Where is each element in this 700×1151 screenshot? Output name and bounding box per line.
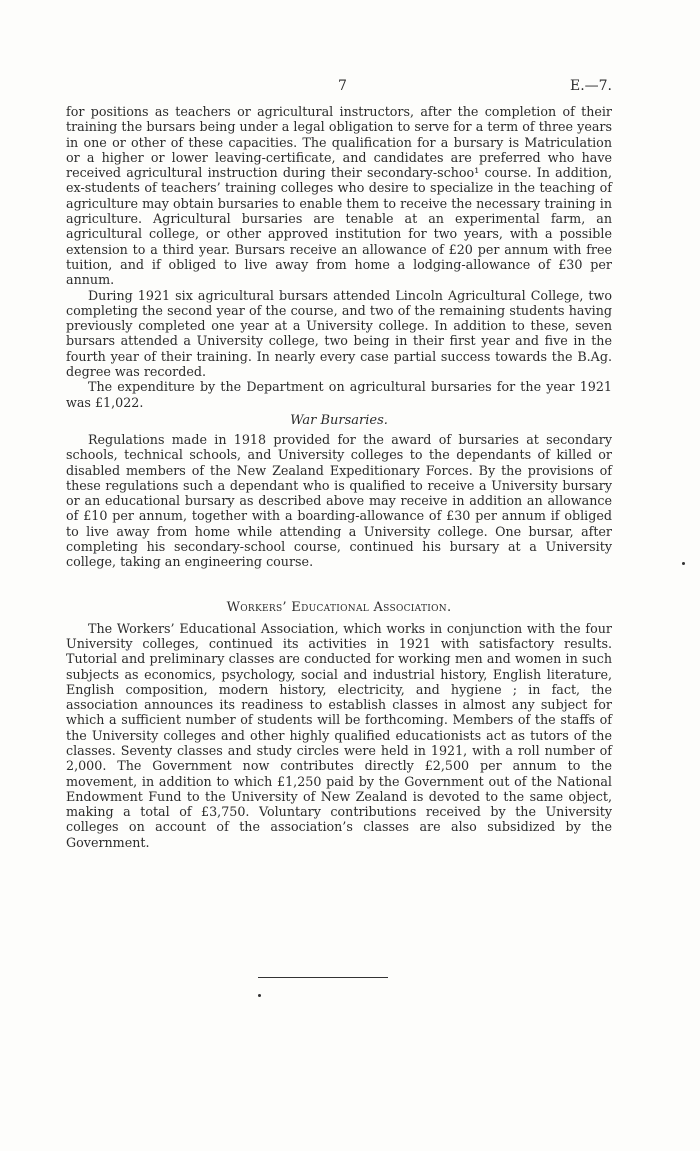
page-mark: [258, 994, 261, 997]
paragraph-agricultural-expenditure: The expenditure by the Department on agricultural bursaries for the year 1921 was £1,022.: [66, 379, 612, 410]
war-bursaries-heading: War Bursaries.: [290, 412, 388, 428]
document-reference: E.—7.: [569, 78, 612, 94]
section-divider-rule: [258, 977, 388, 978]
paragraph-agricultural-bursars-1921: During 1921 six agricultural bursars attended Lincoln Agricultural College, two completing the second year of the course, and two of the remaining students having previously completed one year at a University college. In addition to these, seven bursars attended a University college, two being in their first year and five in the fourth year of their training. In nearly every case partial success towards the B.Ag. degree was recorded.: [66, 287, 612, 380]
margin-mark: [682, 562, 685, 565]
page-header: [66, 78, 612, 104]
paragraph-wea: The Workers’ Educational Association, which works in conjunction with the four University colleges, continued its activities in 1921 with satisfactory results. Tutorial and preliminary classes are conducted for working men and women in such subjects as economics, psychology, social and industrial history, English literature, English composition, modern history, electricity, and hygiene ; in fact, the association announces its readiness to establish classes in almost any subject for which a sufficient number of students will be forthcoming. Members of the staffs of the University colleges and other highly qualified educationists act as tutors of the classes. Seventy classes and study circles were held in 1921, with a roll number of 2,000. The Government now contributes directly £2,500 per annum to the movement, in addition to which £1,250 paid by the Government out of the National Endowment Fund to the University of New Zealand is devoted to the same object, making a total of £3,750. Voluntary contributions received by the University colleges on account of the association’s classes are also subsidized by the Government.: [66, 620, 612, 850]
paragraph-war-bursaries: Regulations made in 1918 provided for the award of bursaries at secondary schools, technical schools, and University colleges to the dependants of killed or disabled members of the New Zealand Expeditionary Forces. By the provisions of these regulations such a dependant who is qualified to receive a University bursary or an educational bursary as described above may receive in addition an allowance of £10 per annum, together with a boarding-allowance of £30 per annum if obliged to live away from home while attending a University college. One bursar, after completing his secondary-school course, continued his bursary at a University college, taking an engineering course.: [66, 431, 612, 570]
wea-section-heading: Workers’ Educational Association.: [226, 599, 452, 615]
paragraph-bursary-qualification: for positions as teachers or agricultural instructors, after the completion of their training the bursars being under a legal obligation to serve for a term of three years in one or other of these capacities. The qualification for a bursary is Matriculation or a higher or lower leaving-certificate, and candidates are preferred who have received agricultural instruction during their secondary-schoo¹ course. In addition, ex-students of teachers’ training colleges who desire to specialize in the teaching of agriculture may obtain bursaries to enable them to receive the necessary training in agriculture. Agricultural bursaries are tenable at an experimental farm, an agricultural college, or other approved institution for two years, with a possible extension to a third year. Bursars receive an allowance of £20 per annum with free tuition, and if obliged to live away from home a lodging-allowance of £30 per annum.: [66, 104, 612, 288]
page-number: 7: [338, 78, 347, 94]
document-page: [66, 78, 612, 850]
